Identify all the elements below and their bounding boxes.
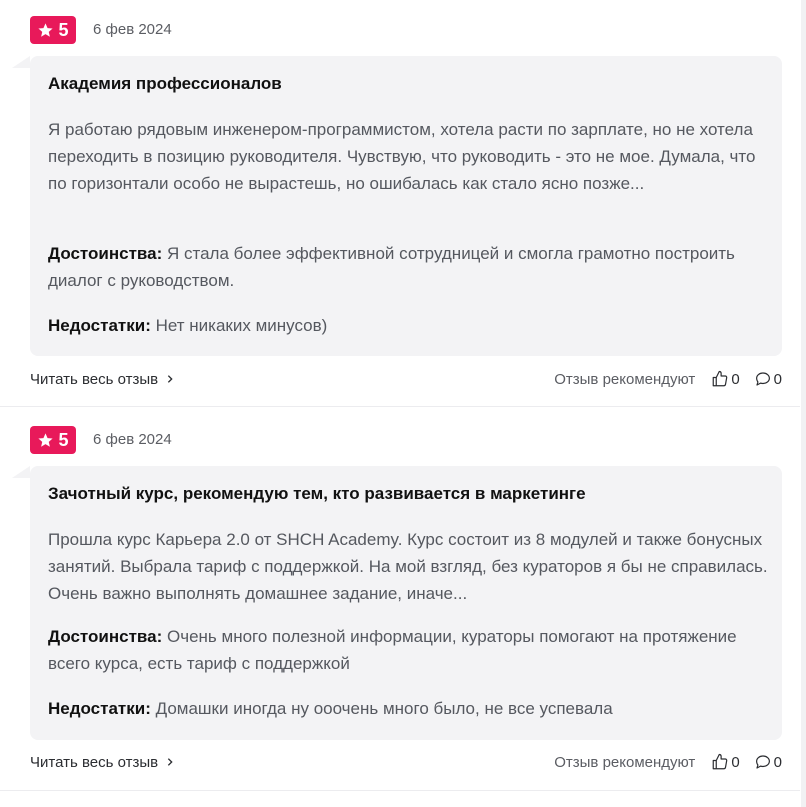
comment-icon	[754, 370, 772, 388]
review-cons	[48, 695, 768, 722]
review-pros	[48, 240, 768, 294]
pros-text: Я стала более эффективной сотрудницей и смогла грамотно построить диалог с руководством.	[48, 244, 735, 290]
recommend-label: Отзыв рекомендуют	[554, 370, 696, 388]
rating-value: 5	[58, 19, 69, 40]
review-bubble	[30, 56, 782, 356]
star-icon	[37, 22, 54, 39]
review-title: Академия профессионалов	[48, 74, 282, 93]
like-count: 0	[731, 370, 740, 388]
comment-button[interactable]	[754, 370, 782, 388]
comment-count: 0	[773, 370, 782, 388]
read-more-label: Читать весь отзыв	[30, 753, 159, 771]
review-footer	[30, 369, 782, 389]
review-date: 6 фев 2024	[93, 431, 172, 448]
thumbs-up-icon	[711, 370, 729, 388]
rating-badge	[30, 16, 76, 44]
cons-text: Домашки иногда ну ооочень много было, не все успевала	[155, 699, 613, 718]
like-button[interactable]	[711, 370, 739, 388]
pros-label: Достоинства:	[48, 627, 163, 646]
cons-label: Недостатки:	[48, 316, 151, 335]
star-icon	[37, 432, 54, 449]
cons-label: Недостатки:	[48, 699, 151, 718]
rating-badge	[30, 426, 76, 454]
bubble-tail	[12, 56, 30, 68]
comment-count: 0	[773, 753, 782, 771]
review-footer	[30, 752, 782, 772]
chevron-right-icon	[166, 757, 174, 767]
review-bubble	[30, 466, 782, 740]
review-divider	[0, 790, 800, 791]
pros-label: Достоинства:	[48, 244, 163, 263]
review-date: 6 фев 2024	[93, 21, 172, 38]
rating-value: 5	[58, 429, 69, 450]
review-card	[0, 410, 800, 807]
review-card	[0, 0, 800, 406]
recommend-label: Отзыв рекомендуют	[554, 753, 696, 771]
review-title: Зачотный курс, рекомендую тем, кто развивается в маркетинге	[48, 484, 586, 503]
like-button[interactable]	[711, 753, 739, 771]
review-body: Я работаю рядовым инженером-программистом, хотела расти по зарплате, но не хотела переходить в позицию руководителя. Чувствую, что руководить - это не мое. Думала, что по горизонтали особо не вырастешь, но ошибалась как стало ясно позже...	[48, 120, 756, 193]
review-cons	[48, 312, 768, 339]
read-more-link[interactable]	[30, 371, 174, 388]
review-divider	[0, 406, 800, 407]
like-count: 0	[731, 753, 740, 771]
review-body: Прошла курс Карьера 2.0 от SHCH Academy. Курс состоит из 8 модулей и также бонусных занятий. Выбрала тариф с поддержкой. На мой взгляд, без кураторов я бы не справилась. Очень важно выполнять домашнее задание, иначе...	[48, 530, 768, 603]
pros-text: Очень много полезной информации, кураторы помогают на протяжение всего курса, есть тариф с поддержкой	[48, 627, 737, 673]
comment-icon	[754, 753, 772, 771]
chevron-right-icon	[166, 374, 174, 384]
bubble-tail	[12, 466, 30, 478]
cons-text: Нет никаких минусов)	[155, 316, 328, 335]
comment-button[interactable]	[754, 753, 782, 771]
read-more-label: Читать весь отзыв	[30, 370, 159, 388]
read-more-link[interactable]	[30, 754, 174, 771]
review-pros	[48, 623, 768, 677]
scrollbar-track[interactable]	[801, 0, 806, 807]
thumbs-up-icon	[711, 753, 729, 771]
